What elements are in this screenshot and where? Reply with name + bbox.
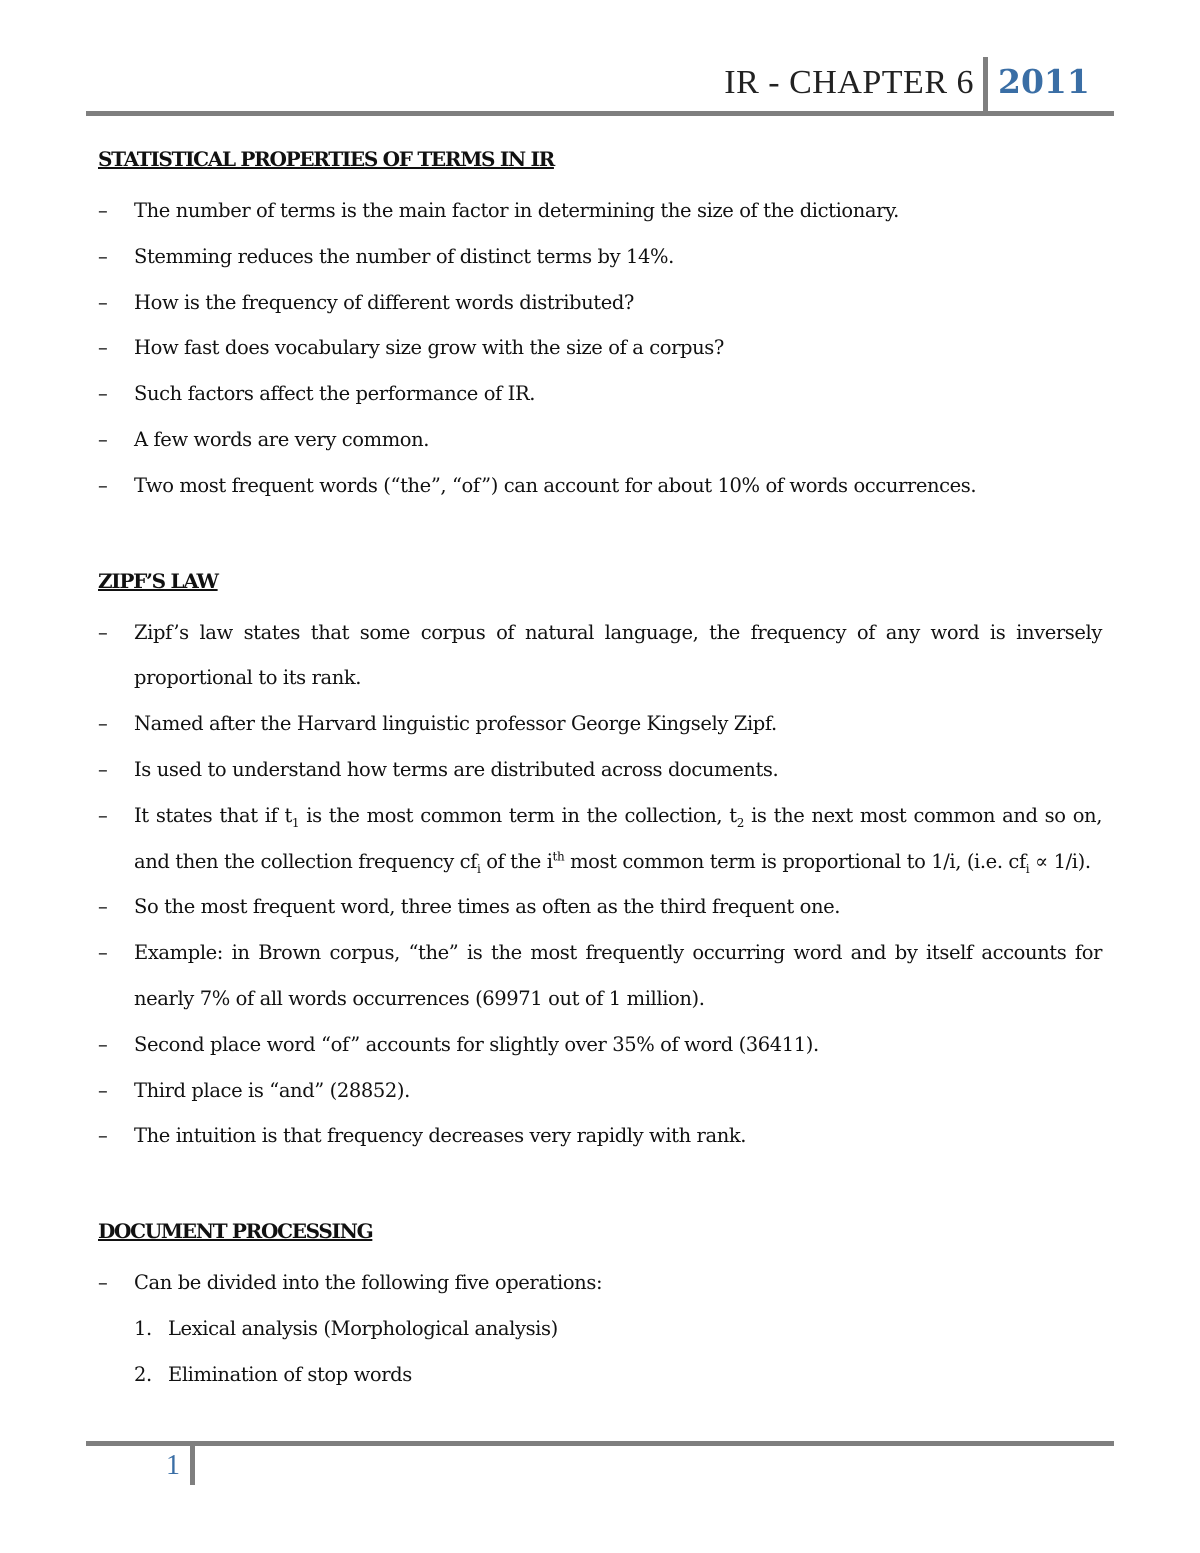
subscript: i (476, 861, 481, 876)
dash-bullet: – (98, 336, 108, 360)
subscript: 1 (291, 815, 300, 830)
list-item (98, 417, 1102, 463)
list-item (98, 884, 1102, 930)
section-heading: DOCUMENT PROCESSING (98, 1219, 373, 1244)
item-text: Third place is “and” (28852). (134, 1078, 410, 1102)
dash-bullet: – (98, 382, 108, 406)
numbered-item (134, 1306, 1102, 1352)
list-item (98, 188, 1102, 234)
dash-bullet: – (98, 199, 108, 222)
item-text: How is the frequency of different words distributed? (134, 290, 634, 314)
header-rule (86, 111, 1114, 116)
item-text: Zipf’s law states that some corpus of natural language, the frequency of any word is inversely proportional to its rank. (134, 620, 1102, 690)
item-number: 1. (134, 1316, 152, 1340)
item-text: Elimination of stop words (168, 1362, 412, 1386)
list-item (98, 701, 1102, 747)
item-text: A few words are very common. (134, 427, 430, 451)
dash-bullet: – (98, 244, 108, 268)
dash-bullet: – (98, 290, 108, 314)
section-document-processing (98, 1215, 1102, 1397)
item-text: The intuition is that frequency decreases very rapidly with rank. (134, 1124, 747, 1148)
list-item (98, 1260, 1102, 1306)
bullet-list (98, 188, 1102, 509)
section-statistical-properties (98, 143, 1102, 509)
item-text: The number of terms is the main factor in determining the size of the dictionary. (134, 199, 899, 222)
list-item-rank-formula (98, 793, 1102, 885)
item-text: is the next most common and so on, and then the collection frequency cf (134, 803, 1102, 873)
item-text: of the i (480, 849, 553, 873)
item-text: Two most frequent words (“the”, “of”) can account for about 10% of words occurrences. (134, 473, 977, 497)
list-item (98, 371, 1102, 417)
numbered-list (98, 1306, 1102, 1398)
item-text: How fast does vocabulary size grow with the size of a corpus? (134, 336, 724, 360)
item-text: most common term is proportional to 1/i, (i.e. cf (564, 849, 1026, 873)
item-text: Can be divided into the following five operations: (134, 1271, 603, 1295)
item-text: Second place word “of” accounts for slightly over 35% of word (36411). (134, 1032, 819, 1056)
footer-rule (86, 1441, 1114, 1446)
list-item (98, 463, 1102, 509)
list-item (98, 325, 1102, 371)
item-number: 2. (134, 1362, 152, 1386)
dash-bullet: – (98, 1032, 108, 1056)
superscript: th (552, 849, 565, 864)
item-text: Stemming reduces the number of distinct terms by 14%. (134, 244, 674, 268)
dash-bullet: – (98, 473, 108, 497)
list-item (98, 1068, 1102, 1114)
item-text: ∝ 1/i). (1029, 849, 1091, 873)
dash-bullet: – (98, 895, 108, 919)
list-item (98, 280, 1102, 326)
list-item (98, 930, 1102, 1022)
dash-bullet: – (98, 803, 108, 827)
item-text: It states that if t (134, 803, 292, 827)
item-text: is the most common term in the collection, t (299, 803, 737, 827)
dash-bullet: – (98, 1271, 108, 1295)
item-text: So the most frequent word, three times as often as the third frequent one. (134, 895, 841, 919)
list-item (98, 1113, 1102, 1159)
dash-bullet: – (98, 427, 108, 451)
item-text: Example: in Brown corpus, “the” is the most frequently occurring word and by itself accounts for nearly 7% of all words occurrences (69971 out of 1 million). (134, 941, 1102, 1010)
bullet-list (98, 1260, 1102, 1306)
numbered-item (134, 1352, 1102, 1398)
section-heading: STATISTICAL PROPERTIES OF TERMS IN IR (98, 147, 554, 171)
item-text: Such factors affect the performance of IR. (134, 382, 536, 406)
page-number: 1 (166, 1450, 180, 1481)
item-text: Is used to understand how terms are distributed across documents. (134, 757, 779, 781)
document-body (98, 143, 1102, 1454)
item-text: Named after the Harvard linguistic professor George Kingsely Zipf. (134, 712, 777, 736)
footer-divider (190, 1445, 195, 1485)
section-zipfs-law (98, 565, 1102, 1160)
header-year: 2011 (998, 62, 1090, 101)
section-heading: ZIPF’S LAW (98, 568, 218, 593)
list-item (98, 747, 1102, 793)
header-divider (983, 57, 988, 113)
dash-bullet: – (98, 1078, 108, 1102)
dash-bullet: – (98, 757, 108, 781)
item-text: Lexical analysis (Morphological analysis) (168, 1316, 558, 1340)
dash-bullet: – (98, 712, 108, 736)
bullet-list (98, 610, 1102, 1160)
dash-bullet: – (98, 941, 108, 965)
subscript: i (1025, 861, 1030, 876)
list-item (98, 1022, 1102, 1068)
header-title: IR - CHAPTER 6 (724, 64, 974, 101)
dash-bullet: – (98, 1124, 108, 1148)
dash-bullet: – (98, 620, 108, 644)
subscript: 2 (736, 815, 744, 830)
list-item (98, 610, 1102, 702)
list-item (98, 234, 1102, 280)
